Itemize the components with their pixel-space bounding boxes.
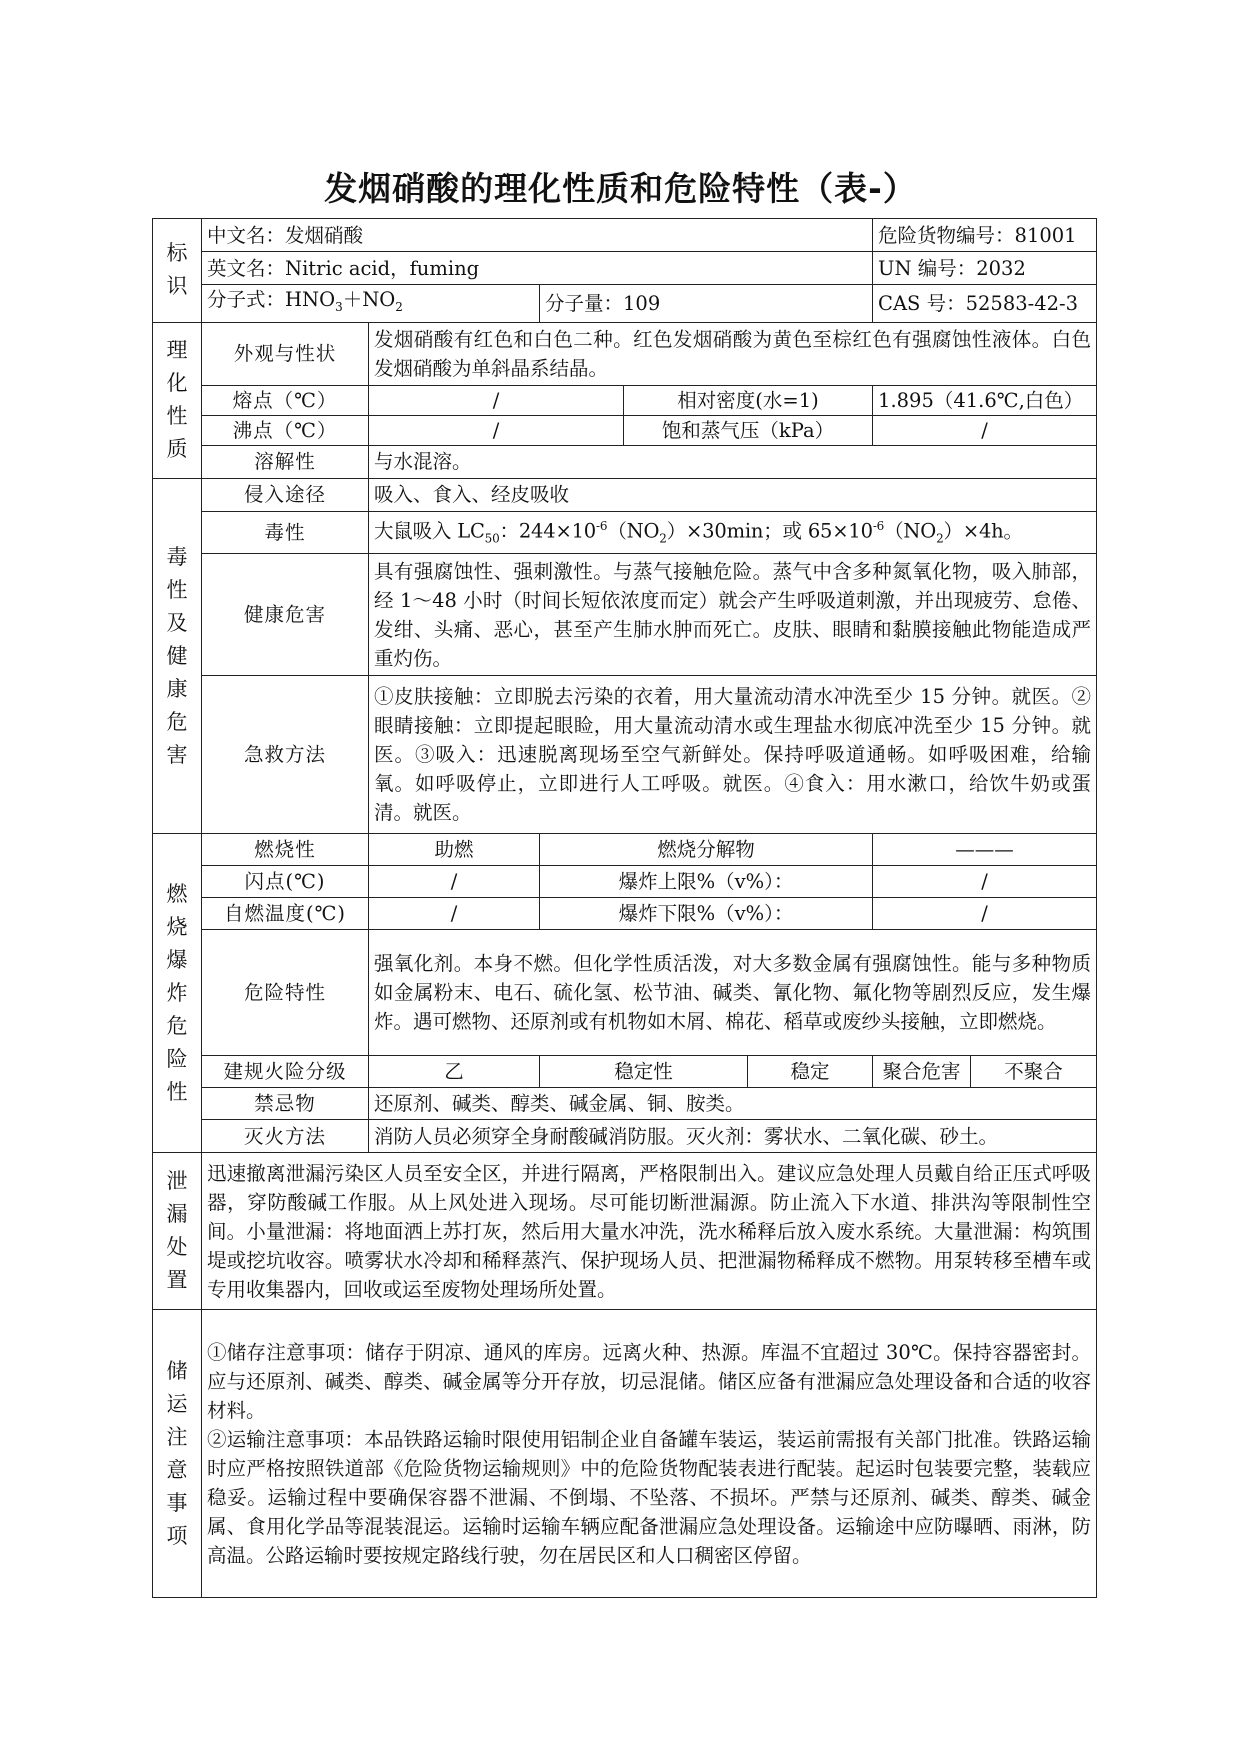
- hazard-characteristics-value: 强氧化剂。本身不燃。但化学性质活泼，对大多数金属有强腐蚀性。能与多种物质如金属粉末、电石、硫化氢、松节油、碱类、氰化物、氟化物等剧烈反应，发生爆炸。遇可燃物、还原剂或有机物如木屑、棉花、稻草或废纱头接触，立即燃烧。: [369, 930, 1097, 1056]
- hazard-characteristics-label: 危险特性: [202, 930, 369, 1056]
- route-value: 吸入、食入、经皮吸收: [369, 478, 1097, 511]
- storage-notes: ①储存注意事项：储存于阴凉、通风的库房。远离火种、热源。库温不宜超过 30℃。保持容器密封。应与还原剂、碱类、醇类、碱金属等分开存放，切忌混储。储区应备有泄漏应急处理设备和合适的收容材料。: [207, 1340, 1092, 1422]
- autoignition-label: 自燃温度(℃): [202, 898, 369, 930]
- english-name: 英文名：Nitric acid，fuming: [202, 252, 873, 285]
- solubility-label: 溶解性: [202, 445, 369, 478]
- polymerization-value: 不聚合: [971, 1056, 1097, 1088]
- appearance-label: 外观与性状: [202, 322, 369, 385]
- density-label: 相对密度(水=1): [624, 385, 873, 415]
- extinguishing-value: 消防人员必须穿全身耐酸碱消防服。灭火剂：雾状水、二氧化碳、砂土。: [369, 1120, 1097, 1153]
- stability-value: 稳定: [748, 1056, 873, 1088]
- density-value: 1.895（41.6℃,白色）: [873, 385, 1097, 415]
- upper-explosion-limit-value: /: [873, 866, 1097, 898]
- section-fire-label: 燃烧爆炸危险性: [153, 834, 202, 1153]
- flash-point-label: 闪点(℃): [202, 866, 369, 898]
- section-identity-label: 标识: [153, 219, 202, 323]
- melting-point-label: 熔点（℃）: [202, 385, 369, 415]
- solubility-value: 与水混溶。: [369, 445, 1097, 478]
- fire-class-value: 乙: [369, 1056, 540, 1088]
- first-aid-label: 急救方法: [202, 676, 369, 834]
- section-storage-label: 储运注意事项: [153, 1310, 202, 1598]
- dangerous-goods-number: 危险货物编号：81001: [873, 219, 1097, 252]
- boiling-point-label: 沸点（℃）: [202, 415, 369, 445]
- flash-point-value: /: [369, 866, 540, 898]
- molecular-weight: 分子量：109: [540, 285, 873, 323]
- stability-label: 稳定性: [540, 1056, 748, 1088]
- route-label: 侵入途径: [202, 478, 369, 511]
- lower-explosion-limit-label: 爆炸下限%（v%）：: [540, 898, 873, 930]
- section-leak-label: 泄漏处置: [153, 1153, 202, 1310]
- combustibility-label: 燃烧性: [202, 834, 369, 866]
- section-toxicity-label: 毒性及健康危害: [153, 478, 202, 833]
- upper-explosion-limit-label: 爆炸上限%（v%）：: [540, 866, 873, 898]
- vapor-pressure-label: 饱和蒸气压（kPa）: [624, 415, 873, 445]
- un-number: UN 编号：2032: [873, 252, 1097, 285]
- health-hazard-label: 健康危害: [202, 554, 369, 676]
- storage-transport-value: [202, 1310, 1097, 1598]
- section-physical-label: 理化性质: [153, 322, 202, 478]
- incompatible-value: 还原剂、碱类、醇类、碱金属、铜、胺类。: [369, 1088, 1097, 1120]
- boiling-point-value: /: [369, 415, 624, 445]
- leak-disposal-value: 迅速撤离泄漏污染区人员至安全区，并进行隔离，严格限制出入。建议应急处理人员戴自给正压式呼吸器，穿防酸碱工作服。从上风处进入现场。尽可能切断泄漏源。防止流入下水道、排洪沟等限制性空间。小量泄漏：将地面洒上苏打灰，然后用大量水冲洗，洗水稀释后放入废水系统。大量泄漏：构筑围堤或挖坑收容。喷雾状水冷却和稀释蒸汽、保护现场人员、把泄漏物稀释成不燃物。用泵转移至槽车或专用收集器内，回收或运至废物处理场所处置。: [202, 1153, 1097, 1310]
- page-title: 发烟硝酸的理化性质和危险特性（表-）: [324, 169, 917, 208]
- combustibility-value: 助燃: [369, 834, 540, 866]
- fire-class-label: 建规火险分级: [202, 1056, 369, 1088]
- polymerization-label: 聚合危害: [873, 1056, 971, 1088]
- decomposition-value: ———: [873, 834, 1097, 866]
- melting-point-value: /: [369, 385, 624, 415]
- incompatible-label: 禁忌物: [202, 1088, 369, 1120]
- extinguishing-label: 灭火方法: [202, 1120, 369, 1153]
- toxicity-label: 毒性: [202, 511, 369, 553]
- health-hazard-value: 具有强腐蚀性、强刺激性。与蒸气接触危险。蒸气中含多种氮氧化物，吸入肺部，经 1～48 小时（时间长短依浓度而定）就会产生呼吸道刺激，并出现疲劳、怠倦、发绀、头痛、恶心，甚至产生肺水肿而死亡。皮肤、眼睛和黏膜接触此物能造成严重灼伤。: [369, 554, 1097, 676]
- autoignition-value: /: [369, 898, 540, 930]
- toxicity-value: 大鼠吸入 $LC_{50}$：$244\times 10^{-6}(NO_2)\times 30\min$；或 $65\times 10^{-6}(NO_2)\times 4h$。: [369, 511, 1097, 553]
- chinese-name: 中文名：发烟硝酸: [202, 219, 873, 252]
- msds-table: [152, 218, 1097, 1598]
- molecular-formula: 分子式：$HNO_3+NO_2$: [202, 285, 540, 323]
- first-aid-value: ①皮肤接触：立即脱去污染的衣着，用大量流动清水冲洗至少 15 分钟。就医。②眼睛接触：立即提起眼睑，用大量流动清水或生理盐水彻底冲洗至少 15 分钟。就医。③吸入：迅速脱离现场至空气新鲜处。保持呼吸道通畅。如呼吸困难，给输氧。如呼吸停止，立即进行人工呼吸。就医。④食入：用水漱口，给饮牛奶或蛋清。就医。: [369, 676, 1097, 834]
- transport-notes: ②运输注意事项：本品铁路运输时限使用铝制企业自备罐车装运，装运前需报有关部门批准。铁路运输时应严格按照铁道部《危险货物运输规则》中的危险货物配装表进行配装。起运时包装要完整，装载应稳妥。运输过程中要确保容器不泄漏、不倒塌、不坠落、不损坏。严禁与还原剂、碱类、醇类、碱金属、食用化学品等混装混运。运输时运输车辆应配备泄漏应急处理设备。运输途中应防曝晒、雨淋，防高温。公路运输时要按规定路线行驶，勿在居民区和人口稠密区停留。: [207, 1427, 1092, 1567]
- appearance-value: 发烟硝酸有红色和白色二种。红色发烟硝酸为黄色至棕红色有强腐蚀性液体。白色发烟硝酸为单斜晶系结晶。: [369, 322, 1097, 385]
- cas-number: CAS 号：52583-42-3: [873, 285, 1097, 323]
- decomposition-label: 燃烧分解物: [540, 834, 873, 866]
- vapor-pressure-value: /: [873, 415, 1097, 445]
- lower-explosion-limit-value: /: [873, 898, 1097, 930]
